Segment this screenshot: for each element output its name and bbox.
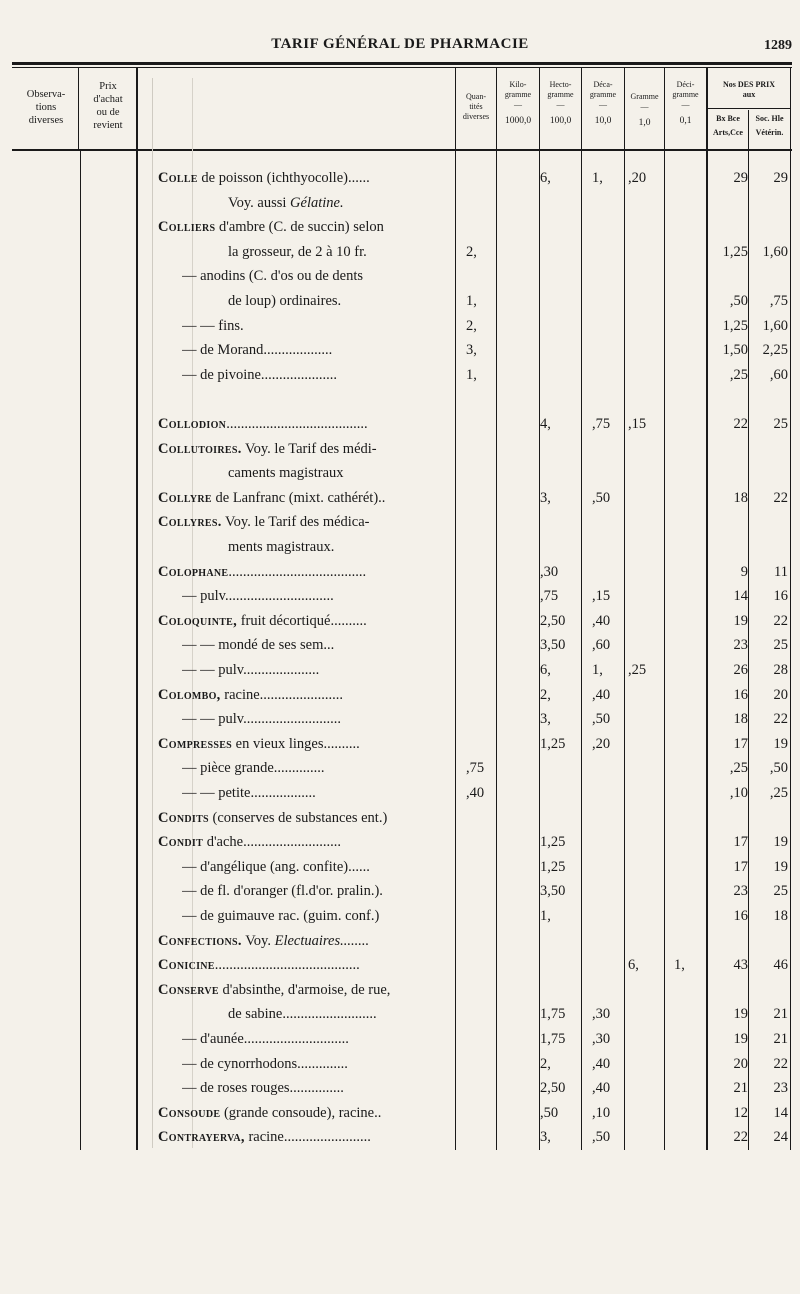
table-row [0,537,800,561]
hectogram-price-cell: ,60 [592,637,611,654]
table-row [0,1103,800,1127]
hectogram-price-cell: ,50 [592,711,611,728]
bureau-price-cell: 17 [733,735,748,752]
bureau-price-cell: ,50 [729,293,748,309]
societe-price-cell: 46 [773,957,788,974]
societe-price-cell: 16 [773,588,788,605]
table-row [0,1078,800,1102]
table-row [0,1127,800,1151]
kilogram-price-cell: 1,25 [540,735,566,752]
item-label: — de roses rouges............... [182,1080,344,1097]
bureau-price-cell: 29 [733,170,748,186]
decagram-price-cell: ,20 [628,170,647,186]
header-rule [12,149,792,151]
header-prix-achat: Prix d'achat ou de revient [93,81,123,131]
bureau-price-cell: 19 [733,1031,748,1047]
decagram-price-cell: 6, [628,957,639,974]
quantity-cell: 1, [466,366,477,383]
kilogram-price-cell: 3, [540,489,551,506]
table-row [0,512,800,536]
table-row [0,488,800,512]
item-label: — de fl. d'oranger (fl.d'or. pralin.). [182,883,383,900]
header-bureau: Bx Bce Arts,Cce [713,114,743,137]
table-row [0,586,800,610]
hectogram-price-cell: ,40 [592,1055,611,1072]
kilogram-price-cell: 3,50 [540,637,566,654]
bureau-price-cell: 26 [733,662,748,678]
item-label: Colliers d'ambre (C. de succin) selon [158,219,384,236]
item-label: Condits (conserves de substances ent.) [158,809,388,826]
col-divider [78,68,79,150]
item-label: Collyre de Lanfranc (mixt. cathérét).. [158,489,386,506]
societe-price-cell: 20 [773,686,788,703]
item-label: Conicine........................................ [158,957,360,974]
table-row [0,266,800,290]
item-label: — — pulv........................... [182,711,341,728]
hectogram-price-cell: ,40 [592,612,611,629]
bureau-price-cell: 19 [733,1006,748,1023]
header-gramme: Gramme — 1,0 [630,92,659,128]
table-row [0,242,800,266]
table-row [0,414,800,438]
societe-price-cell: 11 [774,563,788,580]
kilogram-price-cell: 6, [540,662,551,678]
item-label: de sabine.......................... [228,1006,377,1023]
decagram-price-cell: ,15 [628,416,647,432]
table-row [0,783,800,807]
table-row [0,808,800,832]
bureau-price-cell: 17 [733,858,748,875]
societe-price-cell: 22 [773,711,788,728]
bureau-price-cell: 21 [733,1080,748,1097]
item-label: caments magistraux [228,465,344,482]
quantity-cell: 2, [466,243,477,260]
bureau-price-cell: 17 [733,834,748,851]
page-number: 1289 [764,38,792,53]
societe-price-cell: ,60 [769,366,788,383]
table-row [0,463,800,487]
kilogram-price-cell: 4, [540,416,551,432]
societe-price-cell: 1,60 [762,317,788,334]
societe-price-cell: 19 [773,735,788,752]
hectogram-price-cell: ,40 [592,1080,611,1097]
hectogram-price-cell: ,10 [592,1104,611,1121]
societe-price-cell: 2,25 [762,342,788,359]
item-label: — — fins. [182,317,244,334]
kilogram-price-cell: 3,50 [540,883,566,900]
table-row [0,832,800,856]
kilogram-price-cell: 2, [540,1055,551,1072]
item-label: — d'aunée............................. [182,1031,349,1047]
societe-price-cell: 14 [773,1104,788,1121]
header-observations: Observa- tions diverses [26,89,66,126]
bureau-price-cell: 23 [733,883,748,900]
societe-price-cell: 21 [773,1031,788,1047]
table-row [0,439,800,463]
societe-price-cell: 23 [773,1080,788,1097]
kilogram-price-cell: 1,75 [540,1006,566,1023]
top-rule [12,62,792,65]
kilogram-price-cell: 1,75 [540,1031,566,1047]
item-label: — de cynorrhodons.............. [182,1055,348,1072]
gram-price-cell: 1, [674,957,685,974]
item-label: Colophane...................................... [158,563,367,580]
societe-price-cell: 22 [773,612,788,629]
quantity-cell: 3, [466,342,477,359]
table-row [0,389,800,413]
item-label: Consoude (grande consoude), racine.. [158,1104,382,1121]
kilogram-price-cell: 1, [540,908,551,924]
header-quantites: Quan- tités diverses [462,92,490,121]
table-row [0,857,800,881]
societe-price-cell: ,75 [769,293,788,309]
item-label: Conserve d'absinthe, d'armoise, de rue, [158,981,391,998]
bureau-price-cell: ,25 [729,366,748,383]
header-societe: Soc. Hle Vétérin. [755,114,784,137]
prix-group-rule [708,108,790,109]
table-row [0,685,800,709]
item-label: — de pivoine..................... [182,366,338,383]
societe-price-cell: 22 [773,489,788,506]
header-decigramme: Déci- gramme — 0,1 [672,80,699,126]
table-row [0,291,800,315]
societe-price-cell: 21 [773,1006,788,1023]
table-row [0,193,800,217]
bureau-price-cell: ,25 [729,760,748,777]
table-row [0,1004,800,1028]
bureau-price-cell: 16 [733,686,748,703]
societe-price-cell: ,50 [769,760,788,777]
bureau-price-cell: 1,25 [722,243,748,260]
kilogram-price-cell: ,50 [540,1104,559,1121]
hectogram-price-cell: ,30 [592,1006,611,1023]
bureau-price-cell: 20 [733,1055,748,1072]
societe-price-cell: 28 [773,662,788,678]
hectogram-price-cell: ,15 [592,588,611,605]
table-row [0,611,800,635]
item-label: Confections. Voy. Electuaires........ [158,932,370,949]
table-row [0,660,800,684]
top-rule-thin [12,67,792,68]
table-row [0,340,800,364]
societe-price-cell: 25 [773,416,788,432]
header-kilogramme: Kilo- gramme — 1000,0 [504,80,532,126]
item-label: Coloquinte, fruit décortiqué.......... [158,612,367,629]
hectogram-price-cell: ,50 [592,489,611,506]
table-row [0,709,800,733]
quantity-cell: ,75 [466,760,485,777]
societe-price-cell: 19 [773,834,788,851]
item-label: — d'angélique (ang. confite)...... [182,858,370,875]
kilogram-price-cell: 3, [540,1129,551,1146]
societe-price-cell: 29 [773,170,788,186]
header-decagramme: Déca- gramme — 10,0 [589,80,617,126]
kilogram-price-cell: ,30 [540,563,559,580]
kilogram-price-cell: 1,25 [540,834,566,851]
table-row [0,980,800,1004]
kilogram-price-cell: 2,50 [540,1080,566,1097]
table-row [0,562,800,586]
hectogram-price-cell: 1, [592,662,603,678]
societe-price-cell: 1,60 [762,243,788,260]
item-label: — de Morand................... [182,342,333,359]
item-label: Collyres. Voy. le Tarif des médica- [158,514,370,531]
bureau-price-cell: 18 [733,711,748,728]
bureau-price-cell: 16 [733,908,748,924]
bureau-price-cell: 23 [733,637,748,654]
header-hectogramme: Hecto- gramme — 100,0 [547,80,574,126]
kilogram-price-cell: 3, [540,711,551,728]
header-prix-group: Nos DES PRIX aux [722,80,775,99]
table-row [0,758,800,782]
table-row [0,635,800,659]
item-label: Collodion....................................... [158,416,368,432]
table-row [0,931,800,955]
hectogram-price-cell: ,50 [592,1129,611,1146]
item-label: — — petite.................. [182,785,316,801]
quantity-cell: ,40 [466,785,485,801]
bureau-price-cell: ,10 [729,785,748,801]
bureau-price-cell: 1,50 [722,342,748,359]
societe-price-cell: 22 [773,1055,788,1072]
kilogram-price-cell: 1,25 [540,858,566,875]
societe-price-cell: 25 [773,637,788,654]
running-title: TARIF GÉNÉRAL DE PHARMACIE [271,36,529,52]
bureau-price-cell: 1,25 [722,317,748,334]
table-row [0,316,800,340]
hectogram-price-cell: 1, [592,170,603,186]
bureau-price-cell: 22 [733,1129,748,1146]
table-row [0,906,800,930]
item-label: Contrayerva, racine........................ [158,1129,371,1146]
table-row [0,955,800,979]
item-label: ments magistraux. [228,539,335,555]
item-label: — pièce grande.............. [182,760,325,777]
kilogram-price-cell: 6, [540,170,551,186]
table-row [0,881,800,905]
bureau-price-cell: 14 [733,588,748,605]
quantity-cell: 2, [466,317,477,334]
item-label: Voy. aussi Gélatine. [228,194,344,211]
kilogram-price-cell: ,75 [540,588,559,605]
item-label: la grosseur, de 2 à 10 fr. [228,243,367,260]
kilogram-price-cell: 2,50 [540,612,566,629]
quantity-cell: 1, [466,293,477,309]
societe-price-cell: 24 [773,1129,788,1146]
item-label: — — pulv..................... [182,662,320,678]
item-label: Compresses en vieux linges.......... [158,735,360,752]
item-label: Colle de poisson (ichthyocolle)...... [158,170,370,186]
decagram-price-cell: ,25 [628,662,647,678]
item-label: Colombo, racine....................... [158,686,344,703]
table-row [0,734,800,758]
bureau-price-cell: 9 [740,563,748,580]
bureau-price-cell: 19 [733,612,748,629]
hectogram-price-cell: ,20 [592,735,611,752]
societe-price-cell: ,25 [769,785,788,801]
hectogram-price-cell: ,75 [592,416,611,432]
item-label: — pulv.............................. [182,588,334,605]
item-label: — anodins (C. d'os ou de dents [182,268,364,285]
table-row [0,168,800,192]
bureau-price-cell: 43 [733,957,748,974]
bureau-price-cell: 22 [733,416,748,432]
table-row [0,1029,800,1053]
item-label: Condit d'ache........................... [158,834,341,851]
item-label: — — mondé de ses sem... [182,637,335,654]
item-label: — de guimauve rac. (guim. conf.) [182,908,380,924]
bureau-price-cell: 12 [733,1104,748,1121]
societe-price-cell: 19 [773,858,788,875]
item-label: Collutoires. Voy. le Tarif des médi- [158,440,377,457]
kilogram-price-cell: 2, [540,686,551,703]
table-row [0,217,800,241]
item-label: de loup) ordinaires. [228,293,342,309]
hectogram-price-cell: ,40 [592,686,611,703]
societe-price-cell: 25 [773,883,788,900]
table-row [0,1054,800,1078]
hectogram-price-cell: ,30 [592,1031,611,1047]
table-row [0,365,800,389]
societe-price-cell: 18 [773,908,788,924]
bureau-price-cell: 18 [733,489,748,506]
